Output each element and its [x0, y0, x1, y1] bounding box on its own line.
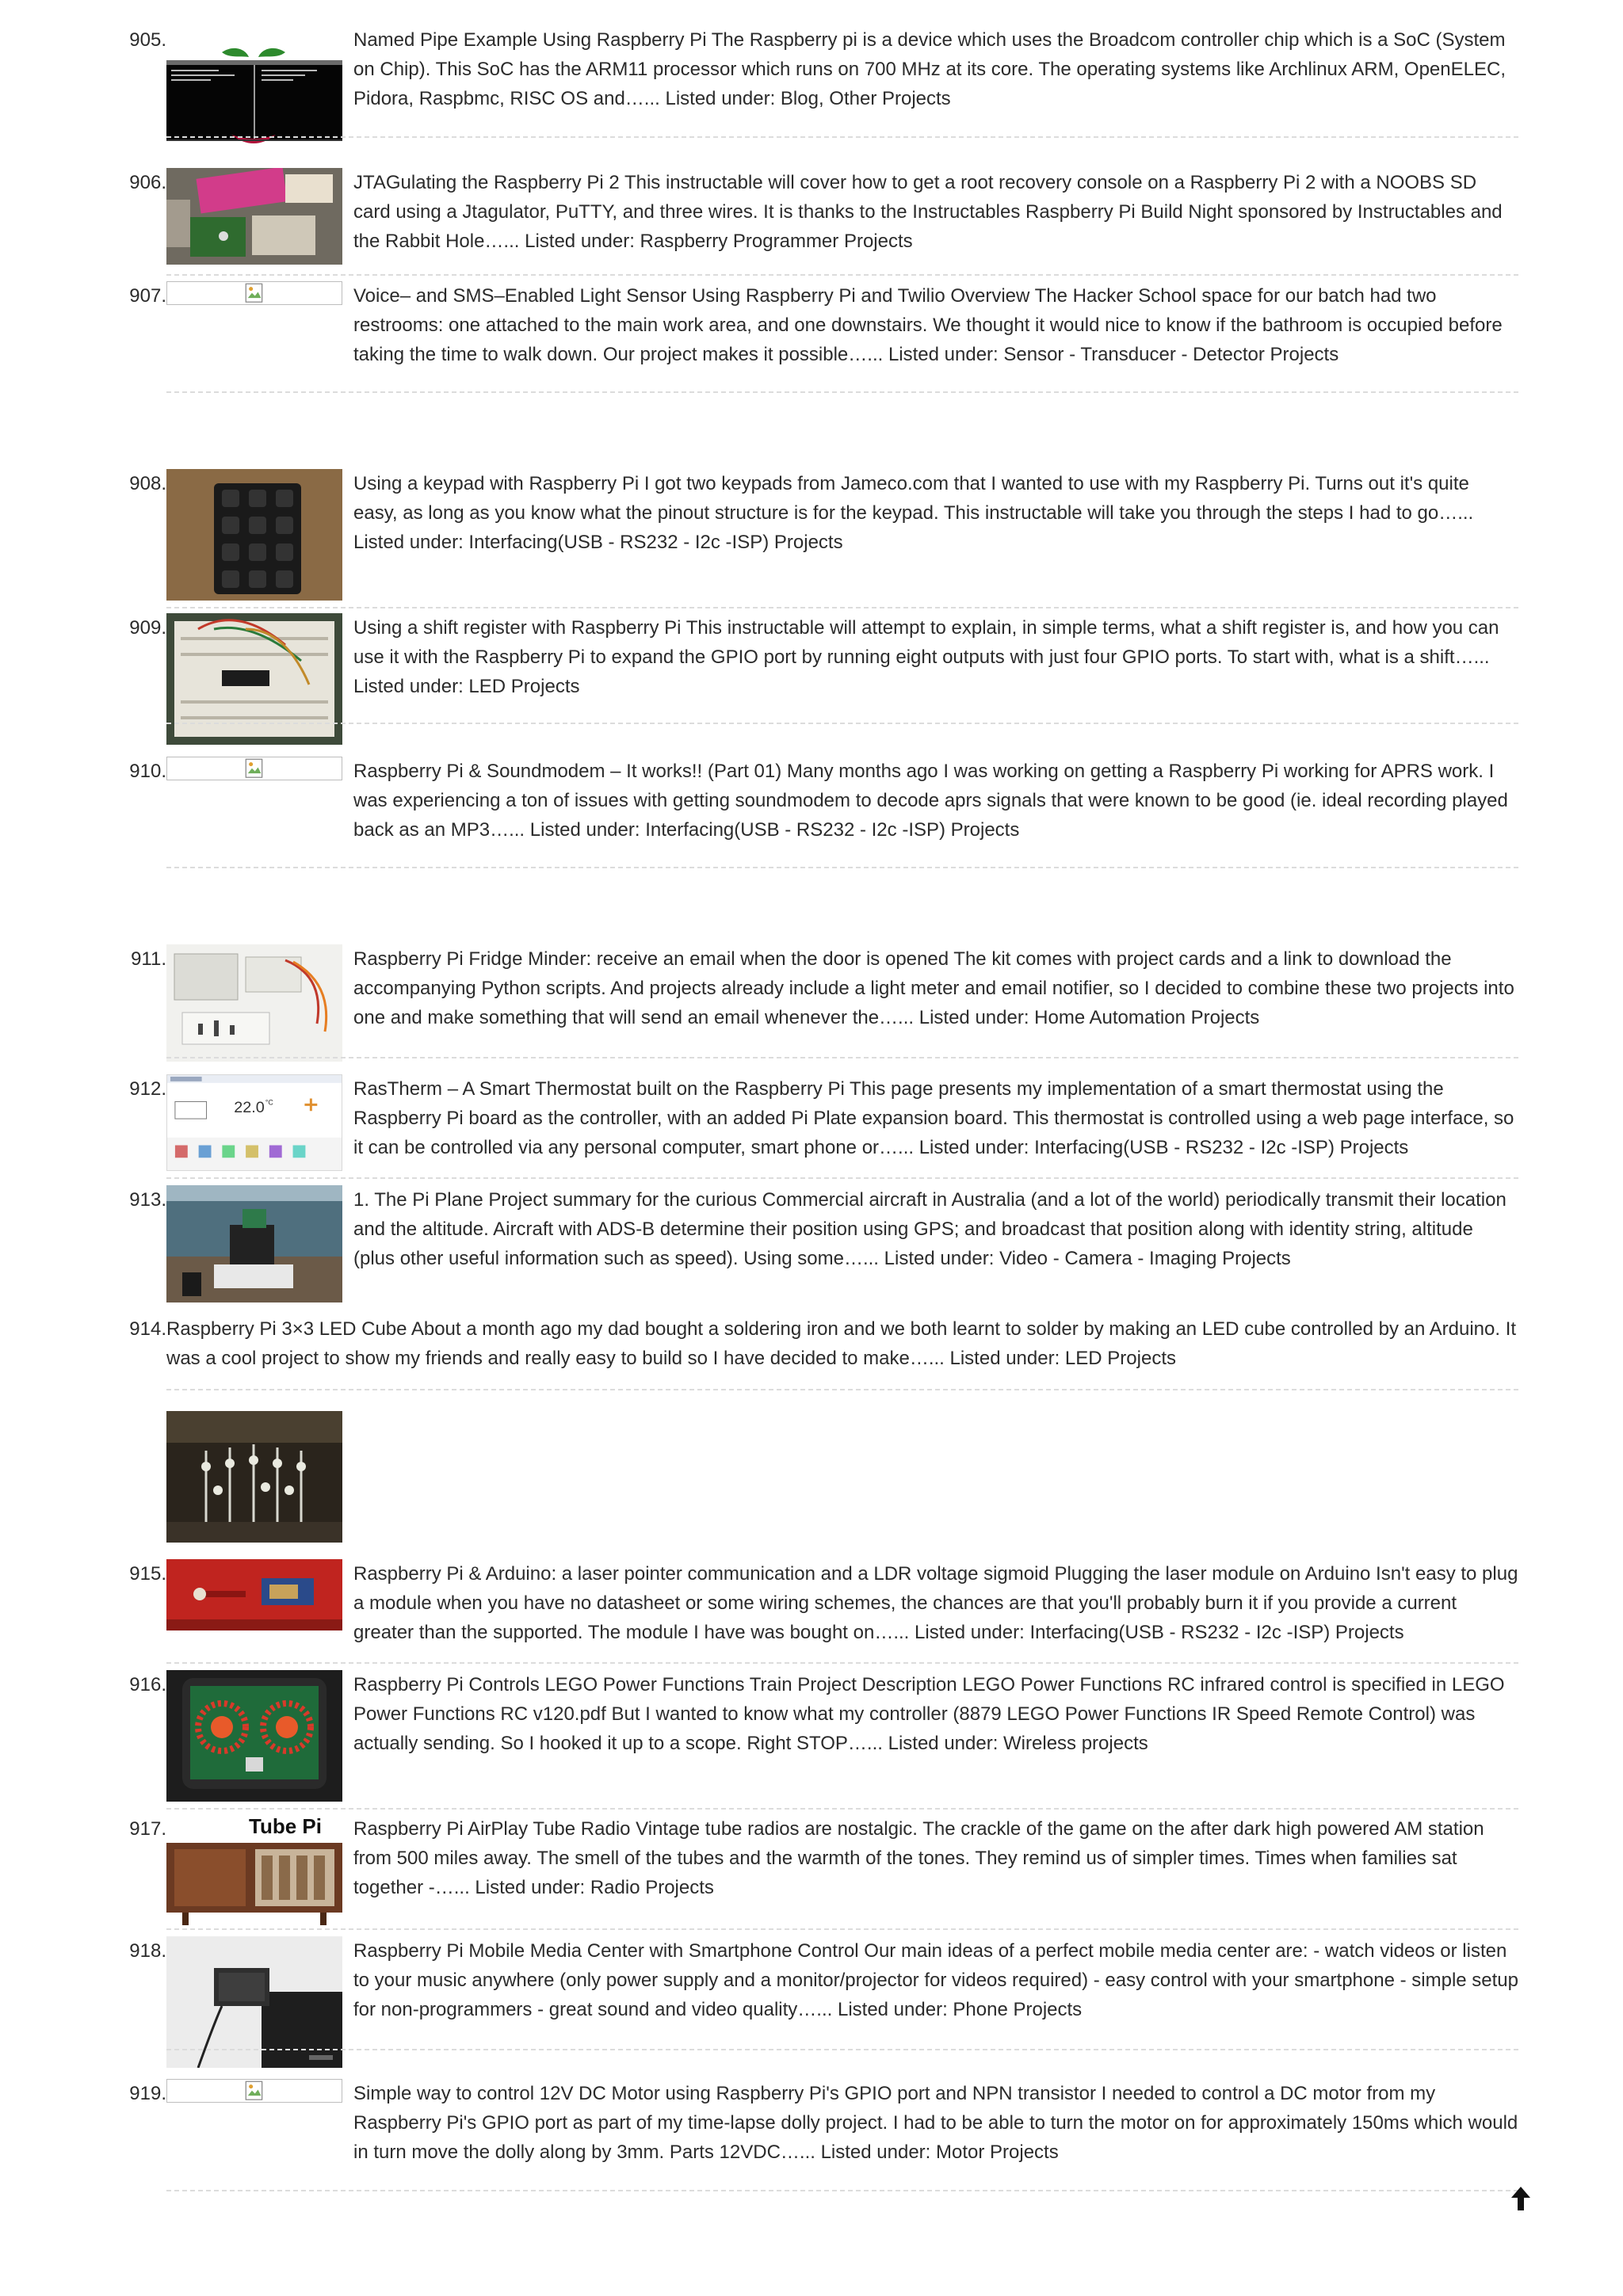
thumbnail-image[interactable]	[166, 1814, 342, 1925]
item-description: Raspberry Pi 3×3 LED Cube About a month ago my dad bought a soldering iron and we both learnt to solder by making an LED cube controlled by an Arduino. It was a cool project to show my friends and really easy to build so I have decided to make…... Listed under: LED Projects	[166, 1318, 1517, 1369]
separator	[166, 723, 1518, 724]
thermostat-temperature: 22.0	[234, 1099, 265, 1117]
item-description: Voice– and SMS–Enabled Light Sensor Using Raspberry Pi and Twilio Overview The Hacker School space for our batch had two restrooms: one attached to the main work area, and one downstairs. We thought it would nice to know if the bathroom is occupied before taking the time to walk down. Our project makes it possible…... Listed under: Sensor - Transducer - Detector Projects	[353, 285, 1503, 365]
separator	[166, 1662, 1518, 1664]
thumbnail-caption: Tube Pi	[249, 1814, 322, 1838]
item-description: Using a shift register with Raspberry Pi This instructable will attempt to explain, in simple terms, what a shift register is, and how you can use it with the Raspberry Pi to expand the GPIO port by running eight outputs with just four GPIO ports. To start with, what is a shift…... Listed under: LED Projects	[353, 617, 1499, 697]
item-description: Raspberry Pi Mobile Media Center with Smartphone Control Our main ideas of a perfect mobile media center are: - watch videos or listen to your music anywhere (only power supply and a monitor/projector for videos required) - easy control with your smartphone - simple setup for non-programmers - great sound and video quality…... Listed under: Phone Projects	[353, 1940, 1518, 2020]
item-number: 914.	[129, 1318, 166, 1340]
item-number: 910.	[129, 761, 166, 782]
item-number: 907.	[129, 285, 166, 307]
thumbnail-image[interactable]	[166, 757, 342, 780]
item-description: RasTherm – A Smart Thermostat built on the Raspberry Pi This page presents my implementation of a smart thermostat using the Raspberry Pi board as the controller, with an added Pi Plate expansion board. This thermostat is controlled using a web page interface, so it can be controlled via any personal computer, smart phone or…... Listed under: Interfacing(USB - RS232 - I2c -ISP) Projects	[353, 1078, 1514, 1158]
thermostat-unit: °C	[265, 1098, 273, 1107]
separator	[166, 867, 1518, 868]
item-description: 1. The Pi Plane Project summary for the curious Commercial aircraft in Australia (and a lot of the world) periodically transmit their location and the altitude. Aircraft with ADS-B determine their position using GPS; and broadcast that position along with identity string, altitude (plus other useful information such as speed). Using some…... Listed under: Video - Camera - Imaging Projects	[353, 1189, 1507, 1269]
item-description: Raspberry Pi & Soundmodem – It works!! (Part 01) Many months ago I was working on getting a Raspberry Pi working for APRS work. I was experiencing a ton of issues with getting soundmodem to decode aprs signals that were known to be good (ie. ideal recording played back as an MP3…... Listed under: Interfacing(USB - RS232 - I2c -ISP) Projects	[353, 761, 1508, 841]
item-number: 919.	[129, 2083, 166, 2104]
item-number: 917.	[129, 1818, 166, 1840]
thumbnail-image[interactable]	[166, 2079, 342, 2103]
item-number: 915.	[129, 1563, 166, 1585]
thumbnail-image[interactable]	[166, 469, 342, 601]
thumbnail-image[interactable]	[166, 1559, 342, 1630]
separator	[166, 1177, 1518, 1179]
item-number: 905.	[129, 29, 166, 51]
separator	[166, 391, 1518, 393]
separator	[166, 1057, 1518, 1058]
item-number: 916.	[129, 1674, 166, 1695]
broken-image-icon	[169, 2081, 342, 2103]
item-number: 912.	[129, 1078, 166, 1100]
item-description: Raspberry Pi AirPlay Tube Radio Vintage tube radios are nostalgic. The crackle of the game on the after dark high powered AM station from 500 miles away. The smell of the tubes and the warmth of the tones. They remind us of simpler times. Times when families sat together -…... Listed under: Radio Projects	[353, 1818, 1484, 1898]
item-number: 911.	[131, 948, 166, 970]
item-description: Raspberry Pi Fridge Minder: receive an email when the door is opened The kit comes with project cards and a link to download the accompanying Python scripts. And projects already include a light meter and email notifier, so I decided to combine these two projects into one and make something that will send an email whenever the…... Listed under: Home Automation Projects	[353, 948, 1514, 1028]
thumbnail-image[interactable]	[166, 1074, 342, 1171]
arrow-up-icon[interactable]	[1510, 2186, 1531, 2211]
item-number: 908.	[129, 473, 166, 494]
thumbnail-image[interactable]	[166, 1670, 342, 1802]
thumbnail-image[interactable]	[166, 281, 342, 305]
thumbnail-image[interactable]	[166, 613, 342, 745]
separator	[166, 2190, 1518, 2191]
item-number: 906.	[129, 172, 166, 193]
item-description: Named Pipe Example Using Raspberry Pi The Raspberry pi is a device which uses the Broadcom controller chip which is a SoC (System on Chip). This SoC has the ARM11 processor which runs on 700 MHz at its core. The operating systems like Archlinux ARM, OpenELEC, Pidora, Raspbmc, RISC OS and…... Listed under: Blog, Other Projects	[353, 29, 1506, 109]
broken-image-icon	[169, 758, 342, 780]
separator	[166, 1928, 1518, 1930]
item-description: Simple way to control 12V DC Motor using Raspberry Pi's GPIO port and NPN transistor I needed to control a DC motor from my Raspberry Pi's GPIO port as part of my time-lapse dolly project. I had to be able to turn the motor on for approximately 150ms which would in turn move the dolly along by 3mm. Parts 12VDC…... Listed under: Motor Projects	[353, 2083, 1518, 2163]
item-description: Raspberry Pi Controls LEGO Power Functions Train Project Description LEGO Power Functions RC infrared control is specified in LEGO Power Functions RC v120.pdf But I wanted to know what my controller (8879 LEGO Power Functions IR Speed Remote Control) was actually sending. So I hooked it up to a scope. Right STOP…... Listed under: Wireless projects	[353, 1674, 1505, 1754]
thumbnail-image[interactable]	[166, 1185, 342, 1302]
separator	[166, 607, 1518, 608]
separator	[166, 274, 1518, 276]
separator	[166, 2049, 1518, 2050]
item-number: 913.	[129, 1189, 166, 1211]
item-description: Raspberry Pi & Arduino: a laser pointer communication and a LDR voltage sigmoid Plugging the laser module on Arduino Isn't easy to plug a module when you have no datasheet or some wiring schemes, the chances are that you'll probably burn it if you provide a current greater than the supported. The module I have was bought on…... Listed under: Interfacing(USB - RS232 - I2c -ISP) Projects	[353, 1563, 1518, 1643]
thumbnail-image[interactable]	[166, 168, 342, 265]
thumbnail-image[interactable]	[166, 944, 342, 1062]
thumbnail-image[interactable]	[166, 1411, 342, 1543]
item-number: 909.	[129, 617, 166, 639]
separator	[166, 1389, 1518, 1390]
broken-image-icon	[169, 283, 342, 305]
separator	[166, 1808, 1518, 1810]
separator	[166, 136, 1518, 138]
item-description: JTAGulating the Raspberry Pi 2 This instructable will cover how to get a root recovery console on a Raspberry Pi 2 with a NOOBS SD card using a Jtagulator, PuTTY, and three wires. It is thanks to the Instructables Raspberry Pi Build Night sponsored by Instructables and the Rabbit Hole…... Listed under: Raspberry Programmer Projects	[353, 172, 1503, 252]
item-number: 918.	[129, 1940, 166, 1962]
item-description: Using a keypad with Raspberry Pi I got two keypads from Jameco.com that I wanted to use with my Raspberry Pi. Turns out it's quite easy, as long as you know what the pinout structure is for the keypad. This instructable will take you through the steps I had to go…... Listed under: Interfacing(USB - RS232 - I2c -ISP) Projects	[353, 473, 1474, 553]
